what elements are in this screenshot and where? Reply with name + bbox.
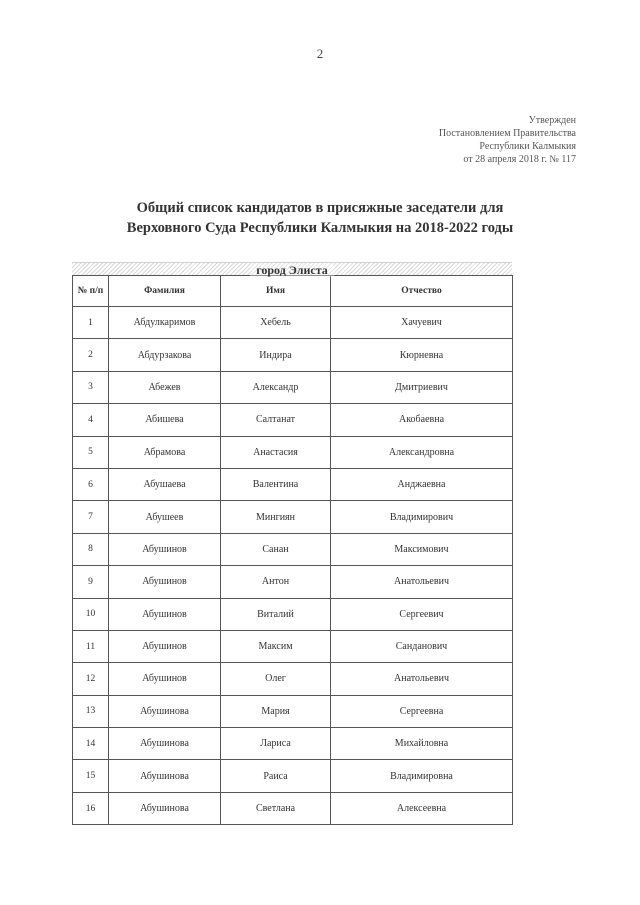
table-row: [73, 630, 513, 662]
cell-num: 2: [73, 339, 109, 371]
cell-surname: Абушинов: [109, 566, 221, 598]
title-line-1: Общий список кандидатов в присяжные заседатели для: [136, 200, 504, 216]
cell-surname: Абушинова: [109, 792, 221, 824]
cell-surname: Абушинов: [109, 630, 221, 662]
table-row: [73, 695, 513, 727]
cell-name: Анастасия: [221, 436, 331, 468]
cell-patronymic: Санданович: [331, 630, 513, 662]
table-row: [73, 533, 513, 565]
cell-name: Мингиян: [221, 501, 331, 533]
column-header-patronymic: Отчество: [331, 276, 513, 307]
cell-patronymic: Михайловна: [331, 728, 513, 760]
cell-num: 10: [73, 598, 109, 630]
table-header-row: [73, 276, 513, 307]
cell-num: 3: [73, 371, 109, 403]
cell-name: Мария: [221, 695, 331, 727]
cell-patronymic: Сергеевна: [331, 695, 513, 727]
cell-patronymic: Дмитриевич: [331, 371, 513, 403]
table-row: [73, 371, 513, 403]
table-row: [73, 728, 513, 760]
candidates-table: [72, 275, 513, 825]
table-row: [73, 404, 513, 436]
cell-name: Олег: [221, 663, 331, 695]
table-row: [73, 468, 513, 500]
cell-num: 5: [73, 436, 109, 468]
cell-name: Лариса: [221, 728, 331, 760]
cell-name: Александр: [221, 371, 331, 403]
cell-surname: Абушинов: [109, 663, 221, 695]
cell-num: 6: [73, 468, 109, 500]
cell-num: 14: [73, 728, 109, 760]
cell-num: 16: [73, 792, 109, 824]
city-label: город Элиста: [250, 263, 334, 277]
cell-surname: Абушинова: [109, 760, 221, 792]
approval-line-1: Утвержден: [528, 115, 576, 126]
cell-patronymic: Хачуевич: [331, 307, 513, 339]
cell-name: Светлана: [221, 792, 331, 824]
cell-surname: Абушинов: [109, 598, 221, 630]
cell-patronymic: Анджаевна: [331, 468, 513, 500]
cell-surname: Абишева: [109, 404, 221, 436]
cell-patronymic: Акобаевна: [331, 404, 513, 436]
table-row: [73, 566, 513, 598]
cell-patronymic: Анатольевич: [331, 663, 513, 695]
cell-name: Антон: [221, 566, 331, 598]
cell-num: 11: [73, 630, 109, 662]
cell-name: Максим: [221, 630, 331, 662]
cell-surname: Абушинова: [109, 695, 221, 727]
table-row: [73, 598, 513, 630]
cell-patronymic: Сергеевич: [331, 598, 513, 630]
cell-surname: Абдурзакова: [109, 339, 221, 371]
column-header-surname: Фамилия: [109, 276, 221, 307]
approval-line-3: Республики Калмыкия: [479, 141, 576, 152]
title-line-2: Верховного Суда Республики Калмыкия на 2018-2022 годы: [126, 220, 514, 236]
cell-patronymic: Владимировна: [331, 760, 513, 792]
cell-name: Индира: [221, 339, 331, 371]
cell-surname: Абежев: [109, 371, 221, 403]
column-header-num: № п/п: [73, 276, 109, 307]
column-header-name: Имя: [221, 276, 331, 307]
candidates-table-wrapper: [72, 262, 512, 825]
cell-patronymic: Анатольевич: [331, 566, 513, 598]
cell-num: 1: [73, 307, 109, 339]
cell-patronymic: Максимович: [331, 533, 513, 565]
cell-num: 13: [73, 695, 109, 727]
cell-name: Санан: [221, 533, 331, 565]
cell-surname: Абушаева: [109, 468, 221, 500]
cell-patronymic: Александровна: [331, 436, 513, 468]
document-title: [0, 198, 640, 238]
cell-patronymic: Алексеевна: [331, 792, 513, 824]
cell-num: 9: [73, 566, 109, 598]
table-row: [73, 792, 513, 824]
table-row: [73, 339, 513, 371]
approval-line-2: Постановлением Правительства: [438, 128, 576, 139]
cell-name: Виталий: [221, 598, 331, 630]
cell-patronymic: Владимирович: [331, 501, 513, 533]
approval-block: [439, 114, 576, 166]
cell-name: Валентина: [221, 468, 331, 500]
cell-name: Раиса: [221, 760, 331, 792]
cell-name: Салтанат: [221, 404, 331, 436]
table-row: [73, 760, 513, 792]
table-row: [73, 436, 513, 468]
cell-name: Хебель: [221, 307, 331, 339]
approval-line-4: от 28 апреля 2018 г. № 117: [463, 154, 576, 165]
cell-surname: Абдулкаримов: [109, 307, 221, 339]
cell-num: 8: [73, 533, 109, 565]
cell-surname: Абушинова: [109, 728, 221, 760]
table-row: [73, 663, 513, 695]
cell-surname: Абушинов: [109, 533, 221, 565]
cell-surname: Абушеев: [109, 501, 221, 533]
cell-num: 7: [73, 501, 109, 533]
cell-num: 12: [73, 663, 109, 695]
table-row: [73, 307, 513, 339]
table-body: [73, 307, 513, 825]
city-header: [72, 262, 512, 275]
cell-num: 4: [73, 404, 109, 436]
cell-surname: Абрамова: [109, 436, 221, 468]
cell-patronymic: Кюрневна: [331, 339, 513, 371]
table-row: [73, 501, 513, 533]
page-number: 2: [316, 46, 324, 61]
cell-num: 15: [73, 760, 109, 792]
